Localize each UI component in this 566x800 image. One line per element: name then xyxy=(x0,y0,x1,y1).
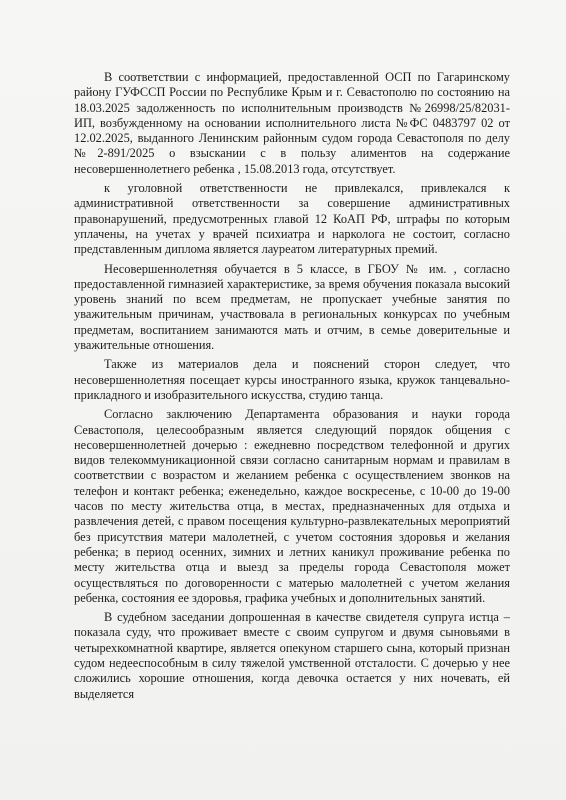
paragraph-department-conclusion: Согласно заключению Департамента образования и науки города Севастополя, целесообразным является следующий порядок общения с несовершеннолетней дочерью : ежедневно посредством телефонной и других видов телекоммуникационной связи согласно санитарным нормам и правилам в соответствии с возрастом и желанием ребенка с осуществлением звонков на телефон и контакт ребенка; еженедельно, каждое воскресенье, с 10-00 до 19-00 часов по месту жительства отца, в местах, предназначенных для отдыха и развлечения детей, с правом посещения культурно-развлекательных мероприятий без присутствия матери малолетней, с учетом состояния здоровья и желания ребенка; в период осенних, зимних и летних каникул проживание ребенка по месту жительства отца и выезд за пределы города Севастополя может осуществляться по договоренности с матерью малолетней с учетом желания ребенка, состояния ее здоровья, графика учебных и дополнительных занятий. xyxy=(74,407,510,605)
paragraph-school-info: Несовершеннолетняя обучается в 5 классе, в ГБОУ № им. , согласно предоставленной гимназией характеристике, за время обучения показала высокий уровень знаний по всем предметам, не пропускает учебные занятия по уважительным причинам, участвовала в региональных конкурсах по учебным предметам, воспитанием занимаются мать и отчим, в семье доверительные и уважительные отношения. xyxy=(74,261,510,353)
document-body xyxy=(74,70,510,704)
paragraph-debt-info: В соответствии с информацией, предоставленной ОСП по Гагаринскому району ГУФССП России по Республике Крым и г. Севастополю по состоянию на 18.03.2025 задолженность по исполнительным производств №26998/25/82031-ИП, возбужденному на основании исполнительного листа №ФС 0483797 02 от 12.02.2025, выданного Ленинским районным судом города Севастополя по делу №2-891/2025 о взыскании с в пользу алиментов на содержание несовершеннолетнего ребенка , 15.08.2013 года, отсутствует. xyxy=(74,70,510,176)
paragraph-defendant-record: к уголовной ответственности не привлекался, привлекался к административной ответственности за совершение административных правонарушений, предусмотренных главой 12 КоАП РФ, штрафы по которым уплачены, на учетах у врачей психиатра и нарколога не состоит, согласно представленным диплома является лауреатом литературных премий. xyxy=(74,181,510,257)
paragraph-witness-testimony: В судебном заседании допрошенная в качестве свидетеля супруга истца – показала суду, что проживает вместе с своим супругом и двумя сыновьями в четырехкомнатной квартире, является опекуном старшего сына, который признан судом недееспособным в силу тяжелой умственной отсталости. С дочерью у нее сложились хорошие отношения, когда девочка остается у них ночевать, ей выделяется xyxy=(74,610,510,701)
paragraph-activities: Также из материалов дела и пояснений сторон следует, что несовершеннолетняя посещает курсы иностранного языка, кружок танцевально-прикладного и изобразительного искусства, студию танца. xyxy=(74,357,510,402)
